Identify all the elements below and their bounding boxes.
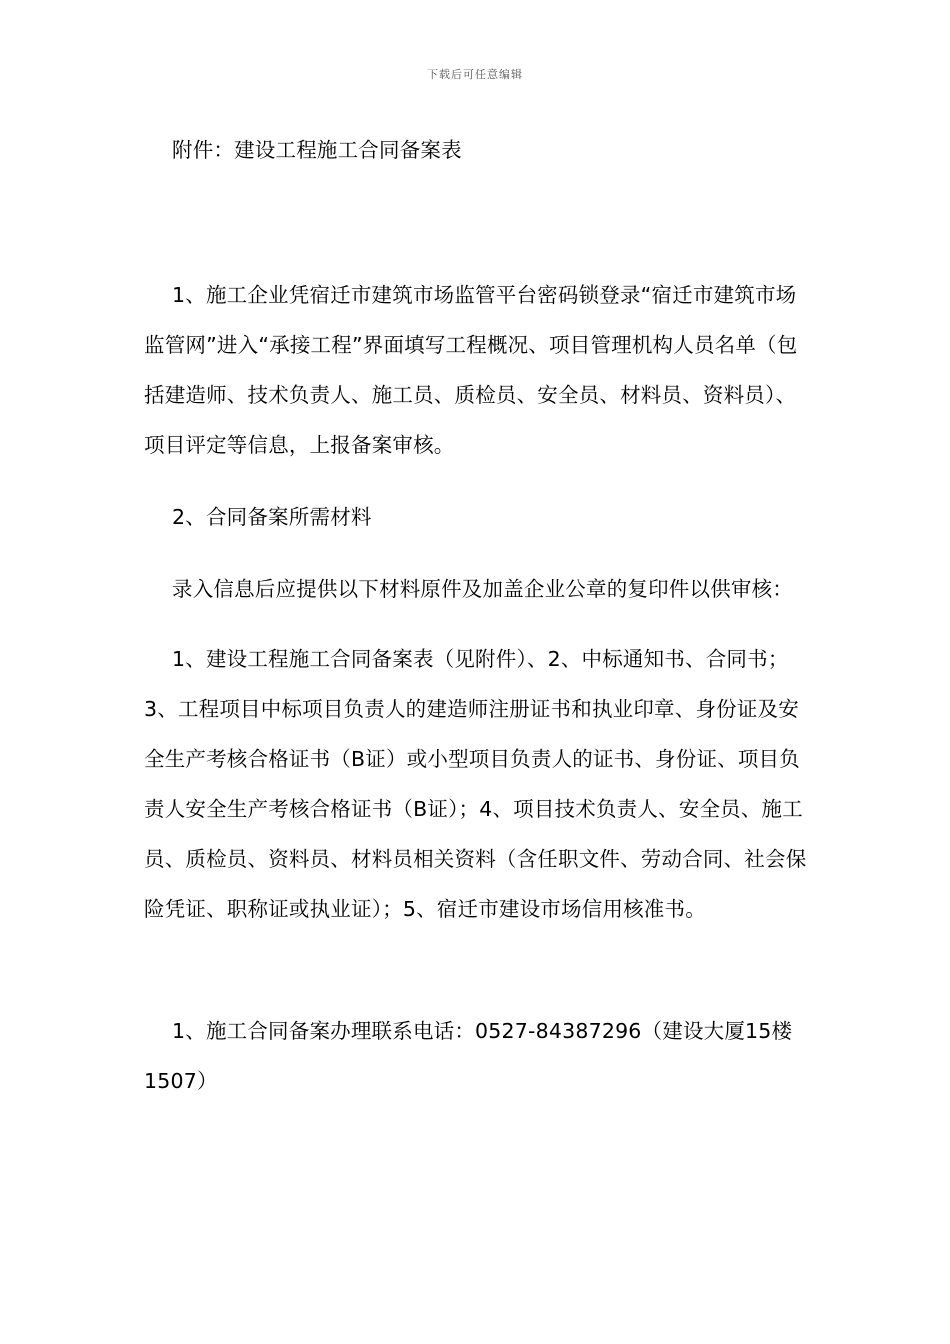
paragraph-contact-phone [144, 1006, 809, 1106]
paragraph-required-materials-heading [144, 492, 809, 542]
paragraph-text: 1、施工企业凭宿迁市建筑市场监管平台密码锁登录“宿迁市建筑市场监管网”进入“承接工程”界面填写工程概况、项目管理机构人员名单（包括建造师、技术负责人、施工员、质检员、安全员、材料员、资料员）、项目评定等信息，上报备案审核。 [144, 283, 798, 457]
header-note: 下载后可任意编辑 [427, 68, 523, 81]
paragraph-text: 1、建设工程施工合同备案表（见附件）、2、中标通知书、合同书；3、工程项目中标项目负责人的建造师注册证书和执业印章、身份证及安全生产考核合格证书（B证）或小型项目负责人的证书、身份证、项目负责人安全生产考核合格证书（B证）；4、项目技术负责人、安全员、施工员、质检员、资料员、材料员相关资料（含任职文件、劳动合同、社会保险凭证、职称证或执业证）；5、宿迁市建设市场信用核准书。 [144, 647, 807, 921]
paragraph-text: 1、施工合同备案办理联系电话：0527-84387296（建设大厦15楼1507） [144, 1019, 793, 1093]
paragraph-materials-intro [144, 564, 809, 614]
paragraph-text: 2、合同备案所需材料 [172, 505, 372, 529]
document-title: 附件：建设工程施工合同备案表 [172, 138, 462, 162]
paragraph-materials-list [144, 634, 809, 934]
paragraph-login-instructions [144, 270, 809, 470]
paragraph-text: 录入信息后应提供以下材料原件及加盖企业公章的复印件以供审核： [172, 577, 793, 601]
